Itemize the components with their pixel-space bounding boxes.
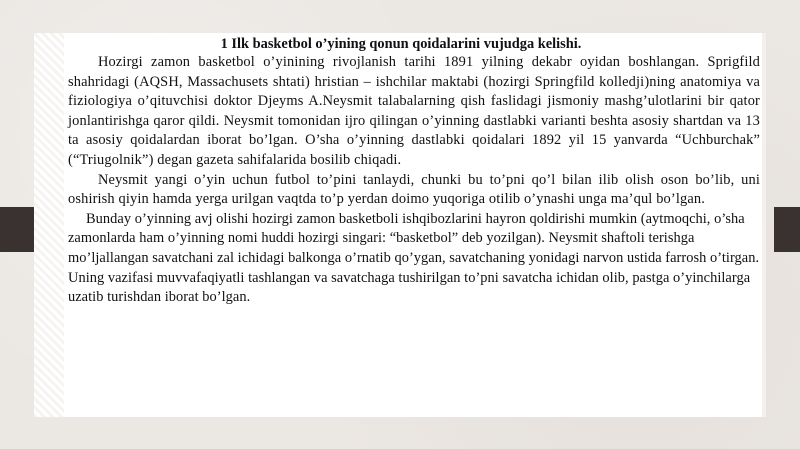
paragraph-3: Bunday o’yinning avj olishi hozirgi zamon basketboli ishqibozlarini hayron qoldirishi mumkin (aytmoqchi, o’sha zamonlarda ham o’yinning nomi huddi hozirgi singari: “basketbol” deb yozilgan). Neysmit shaftoli terishga mo’ljallangan savatchani zal ichidagi balkonga o’rnatib qo’ygan, savatchaning yonidagi narvon ustida farrosh o’tirgan. Uning vazifasi muvvafaqiyatli tashlangan va savatchaga tushirilgan to’pni savatcha ichidan olib, pastga o’yinchilarga uzatib turishdan iborat bo’lgan. [68, 210, 760, 306]
paragraph-2: Neysmit yangi o’yin uchun futbol to’pini tanlaydi, chunki bu to’pni qo’l bilan ilib olish oson bo’lib, uni oshirish qiyin hamda yerga urilgan vaqtda to’p yerdan doimo yuqoriga otilib o’ynashi unga ma’qul bo’lgan. [68, 171, 760, 208]
document-title: 1 Ilk basketbol o’yining qonun qoidalarini vujudga kelishi. [220, 36, 582, 52]
right-accent-bar [774, 207, 800, 252]
paragraph-1: Hozirgi zamon basketbol o’yinining rivojlanish tarihi 1891 yilning dekabr oyidan boshlangan. Sprigfild shahridagi (AQSH, Massachusets shtati) hristian – ishchilar maktabi (hozirgi Springfild kolledji)ning anatomiya va fiziologiya o’qituvchisi doktor Djeyms A.Neysmit talabalarning qish faslidagi jismoniy mashg’ulotlarini bir qator jonlantirishga qaror qildi. Neysmit tomonidan ijro qilingan o’yinning dastlabki varianti beshta asosiy shartdan va 13 ta asosiy qoidalardan iborat bo’lgan. O’sha o’yinning dastlabki qoidalari 1892 yil 15 yanvarda “Uchburchak” (“Triugolnik”) degan gazeta sahifalarida bosilib chiqadi. [68, 54, 760, 168]
document-card [34, 33, 766, 417]
